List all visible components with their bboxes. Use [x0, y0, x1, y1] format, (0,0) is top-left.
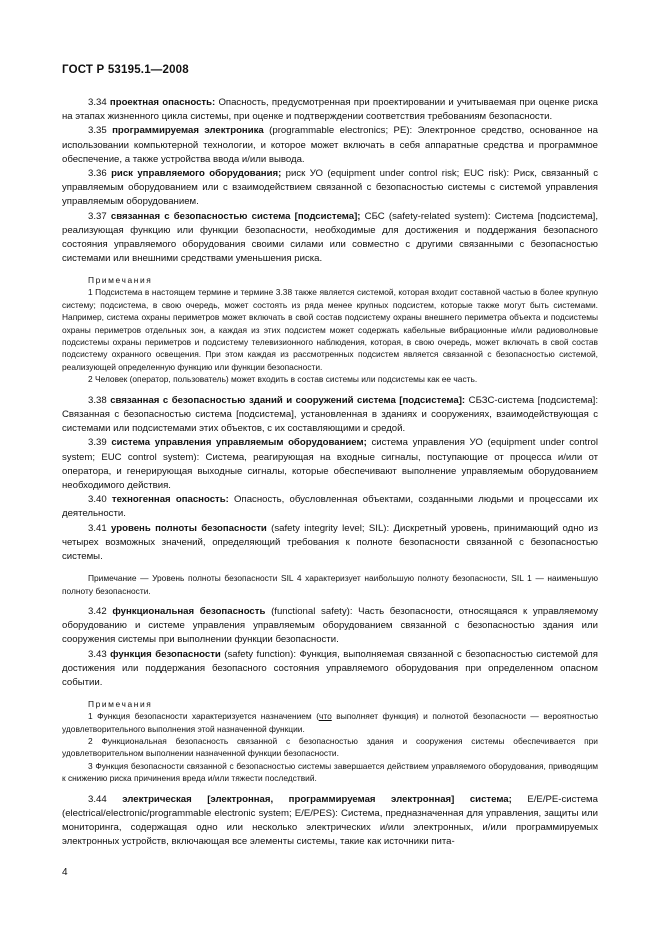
- definition-3-38: [62, 394, 598, 437]
- clause-number: 3.39: [88, 437, 107, 449]
- clause-number: 3.36: [88, 168, 107, 180]
- term: техногенная опасность:: [111, 494, 229, 506]
- definition-text: (programmable electronics; PE): Электронное средство, основанное на использовании компьютерной технологии, и которое может включать в себя аппаратные средства и программное обеспечение, а также устройства ввода и/или вывода.: [62, 125, 598, 165]
- clause-number: 3.42: [88, 605, 107, 617]
- note-text: 1 Функция безопасности характеризуется назначением (: [88, 711, 319, 722]
- definition-3-39: [62, 436, 598, 493]
- definition-3-34: [62, 96, 598, 124]
- note-3: 3 Функция безопасности связанной с безопасностью системы завершается действием управляемого оборудования, приводящим к снижению риска причинения вреда и/или тяжести последствий.: [62, 760, 598, 784]
- term: функция безопасности: [110, 648, 221, 660]
- definition-text: СБЗС-система [подсистема]: Связанная с безопасностью система [подсистема], установленная в зданиях и сооружениях, взаимодействующая с системами или подсистемами этих объектов, с их составляющими и средой.: [62, 394, 598, 435]
- definition-text: риск УО (equipment under control risk; EUC risk): Риск, связанный с управляемым оборудованием или с взаимодействием связанной с безопасностью системы с системой управления управляемым оборудованием.: [62, 168, 598, 208]
- clause-number: 3.44: [88, 793, 107, 805]
- term: система управления управляемым оборудованием;: [111, 437, 367, 449]
- clause-number: 3.37: [88, 210, 107, 222]
- definition-3-35: [62, 124, 598, 167]
- document-body: [62, 96, 598, 849]
- clause-number: 3.40: [88, 494, 107, 506]
- term: уровень полноты безопасности: [111, 522, 267, 534]
- note-text: выполняет функция) и полнотой безопасности — вероятностью удовлетворительного выполнения этой назначенной функции.: [62, 711, 598, 734]
- notes-heading: Примечания: [88, 699, 153, 710]
- note-2: 2 Функциональная безопасность связанной с безопасностью здания и сооружения системы обеспечивается при удовлетворительном выполнении назначенной функции безопасности.: [62, 735, 598, 759]
- term: риск управляемого оборудования;: [111, 168, 282, 180]
- clause-number: 3.35: [88, 125, 107, 137]
- definition-text: СБС (safety-related system): Система [подсистема], реализующая функцию или функции безопасности, необходимые для достижения и поддержания безопасного состояния управляемого оборудования своими силами или совместно с другими связанными с безопасностью системами или внешними средствами уменьшения риска.: [62, 210, 598, 265]
- definition-text: система управления УО (equipment under control system; EUC control system): Система, реагирующая на входные сигналы, поступающие от процесса и/или от оператора, и генерирующая выходные сигналы, которые обеспечивают выполнение управляемым оборудованием необходимого действия.: [62, 437, 598, 491]
- term: электрическая [электронная, программируемая электронная] система;: [122, 793, 512, 805]
- page-number: 4: [62, 867, 68, 878]
- note-1: [62, 710, 598, 735]
- note-2: 2 Человек (оператор, пользователь) может входить в состав системы или подсистемы как ее часть.: [88, 374, 478, 385]
- term: программируемая электроника: [112, 125, 264, 137]
- definition-text: (safety function): Функция, выполняемая связанной с безопасностью системой для достижения или поддержания безопасного состояния управляемого оборудования при определенном опасном событии.: [62, 648, 598, 688]
- note-sil: Примечание — Уровень полноты безопасности SIL 4 характеризует наибольшую полноту безопасности, SIL 1 — наименьшую полноту безопасности.: [62, 573, 598, 596]
- definition-text: Опасность, обусловленная объектами, созданными людьми и процессами их деятельности.: [62, 494, 598, 520]
- definition-text: Е/Е/РЕ-система (electrical/electronic/programmable electronic system; E/E/PES): Система, предназначенная для управления, защиты или мониторинга, содержащая одно или несколько электрических и/или электронных, и/или программируемых электронных устройств, включающая все элементы системы, такие как источники пита-: [62, 793, 598, 848]
- clause-number: 3.41: [88, 522, 107, 534]
- term: связанная с безопасностью система [подсистема];: [110, 210, 361, 222]
- definition-text: (functional safety): Часть безопасности, относящаяся к управляемому оборудованию и системе управления управляемым оборудованием связанной с безопасностью здания или сооружения системы при выполнении функции безопасности.: [62, 605, 599, 646]
- term: связанная с безопасностью зданий и сооружений система [подсистема]:: [110, 394, 466, 406]
- definition-3-37: [62, 210, 598, 267]
- definition-text: (safety integrity level; SIL): Дискретный уровень, принимающий одно из четырех возможных значений, определяющий требования к полноте безопасности связанной с безопасностью системы.: [62, 522, 598, 562]
- clause-number: 3.34: [88, 97, 107, 108]
- definition-3-44: [62, 793, 598, 850]
- clause-number: 3.43: [88, 648, 107, 660]
- document-header: ГОСТ Р 53195.1—2008: [62, 64, 189, 76]
- definition-3-36: [62, 167, 598, 210]
- term: функциональная безопасность: [112, 605, 266, 617]
- definition-3-40: [62, 493, 598, 521]
- definition-3-41: [62, 522, 598, 565]
- note-1: 1 Подсистема в настоящем термине и термине 3.38 также является системой, которая входит составной частью в более крупную систему; подсистема, в свою очередь, может состоять из ряда менее крупных подсистем, которые также могут быть системами. Например, система охраны периметров может включать в свой состав подсистему охраны внешнего периметра объекта и подсистемы охраны периметров отдельных зон, а каждая из этих подсистем может содержать кабельные вибрационные и/или радиоволновые подсистемы охраны периметров и подсистему телевизионного наблюдения, которая, в свою очередь, может включать в свой состав подсистему охранного освещения. При этом каждая из рассмотренных подсистем является связанной с безопасностью системой, реализующей определенную функцию или функции безопасности.: [62, 287, 598, 372]
- clause-number: 3.38: [88, 394, 107, 406]
- definition-3-42: [62, 605, 598, 648]
- definition-text: Опасность, предусмотренная при проектировании и учитываемая при оценке риска на этапах жизненного цикла системы, при оценке и подтверждении соответствия требованиям безопасности.: [62, 97, 598, 123]
- note-underlined: что: [319, 711, 332, 722]
- term: проектная опасность:: [109, 97, 216, 108]
- notes-heading: Примечания: [88, 275, 153, 286]
- definition-3-43: [62, 648, 598, 691]
